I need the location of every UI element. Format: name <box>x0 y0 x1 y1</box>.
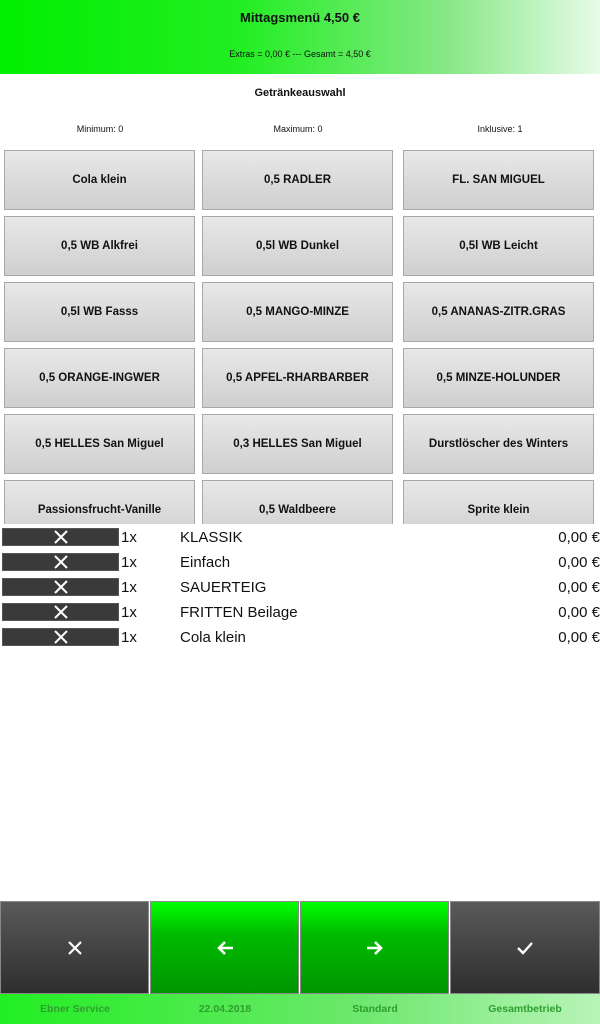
close-icon <box>54 530 68 544</box>
item-quantity: 1x <box>121 554 137 571</box>
item-price: 0,00 € <box>558 554 600 571</box>
remove-item-button[interactable] <box>2 578 119 596</box>
item-price: 0,00 € <box>558 629 600 646</box>
item-price: 0,00 € <box>558 604 600 621</box>
price-summary: Extras = 0,00 € --- Gesamt = 4,50 € <box>229 49 371 59</box>
product-button[interactable]: 0,5l WB Fasss <box>4 282 195 342</box>
cancel-button[interactable] <box>0 901 149 994</box>
item-name: Cola klein <box>180 629 246 646</box>
remove-item-button[interactable] <box>2 628 119 646</box>
item-price: 0,00 € <box>558 529 600 546</box>
arrow-left-icon <box>216 940 234 956</box>
product-grid <box>0 146 600 524</box>
item-quantity: 1x <box>121 629 137 646</box>
product-button[interactable]: 0,5 WB Alkfrei <box>4 216 195 276</box>
product-button[interactable]: 0,5l WB Leicht <box>403 216 594 276</box>
menu-title: Mittagsmenü 4,50 € <box>240 10 360 25</box>
product-button[interactable]: 0,5 ANANAS-ZITR.GRAS <box>403 282 594 342</box>
close-icon <box>54 630 68 644</box>
close-icon <box>67 940 83 956</box>
close-icon <box>54 605 68 619</box>
status-bar <box>0 994 600 1024</box>
footer-mode: Standard <box>352 1003 398 1015</box>
back-button[interactable] <box>150 901 299 994</box>
product-button[interactable]: Cola klein <box>4 150 195 210</box>
footer-date: 22.04.2018 <box>198 1003 252 1015</box>
item-name: FRITTEN Beilage <box>180 604 298 621</box>
item-name: Einfach <box>180 554 231 571</box>
product-button[interactable]: 0,5 MANGO-MINZE <box>202 282 393 342</box>
product-button[interactable]: 0,5 MINZE-HOLUNDER <box>403 348 594 408</box>
order-row <box>0 626 600 648</box>
product-button[interactable]: 0,5 HELLES San Miguel <box>4 414 195 474</box>
remove-item-button[interactable] <box>2 553 119 571</box>
product-button[interactable]: 0,5 APFEL-RHARBARBER <box>202 348 393 408</box>
product-button[interactable]: Sprite klein <box>403 480 594 524</box>
order-row <box>0 551 600 573</box>
item-quantity: 1x <box>121 529 137 546</box>
item-quantity: 1x <box>121 579 137 596</box>
product-button[interactable]: 0,5 RADLER <box>202 150 393 210</box>
inklusive-label: Inklusive: 1 <box>477 124 523 134</box>
arrow-right-icon <box>366 940 384 956</box>
next-button[interactable] <box>300 901 449 994</box>
order-row <box>0 526 600 548</box>
section-title: Getränkeauswahl <box>254 87 346 99</box>
close-icon <box>54 580 68 594</box>
minimum-label: Minimum: 0 <box>76 124 124 134</box>
order-row <box>0 576 600 598</box>
check-icon <box>516 940 534 956</box>
product-button[interactable]: 0,3 HELLES San Miguel <box>202 414 393 474</box>
footer-user: Ebner Service <box>39 1003 111 1015</box>
footer-area: Gesamtbetrieb <box>488 1003 562 1015</box>
item-name: SAUERTEIG <box>180 579 267 596</box>
item-name: KLASSIK <box>180 529 243 546</box>
remove-item-button[interactable] <box>2 603 119 621</box>
maximum-label: Maximum: 0 <box>273 124 323 134</box>
product-button[interactable]: Durstlöscher des Winters <box>403 414 594 474</box>
confirm-button[interactable] <box>450 901 600 994</box>
product-button[interactable]: 0,5 Waldbeere <box>202 480 393 524</box>
product-button[interactable]: FL. SAN MIGUEL <box>403 150 594 210</box>
remove-item-button[interactable] <box>2 528 119 546</box>
product-button[interactable]: 0,5 ORANGE-INGWER <box>4 348 195 408</box>
item-price: 0,00 € <box>558 579 600 596</box>
item-quantity: 1x <box>121 604 137 621</box>
product-button[interactable]: 0,5l WB Dunkel <box>202 216 393 276</box>
order-row <box>0 601 600 623</box>
close-icon <box>54 555 68 569</box>
menu-header <box>0 0 600 74</box>
product-button[interactable]: Passionsfrucht-Vanille <box>4 480 195 524</box>
